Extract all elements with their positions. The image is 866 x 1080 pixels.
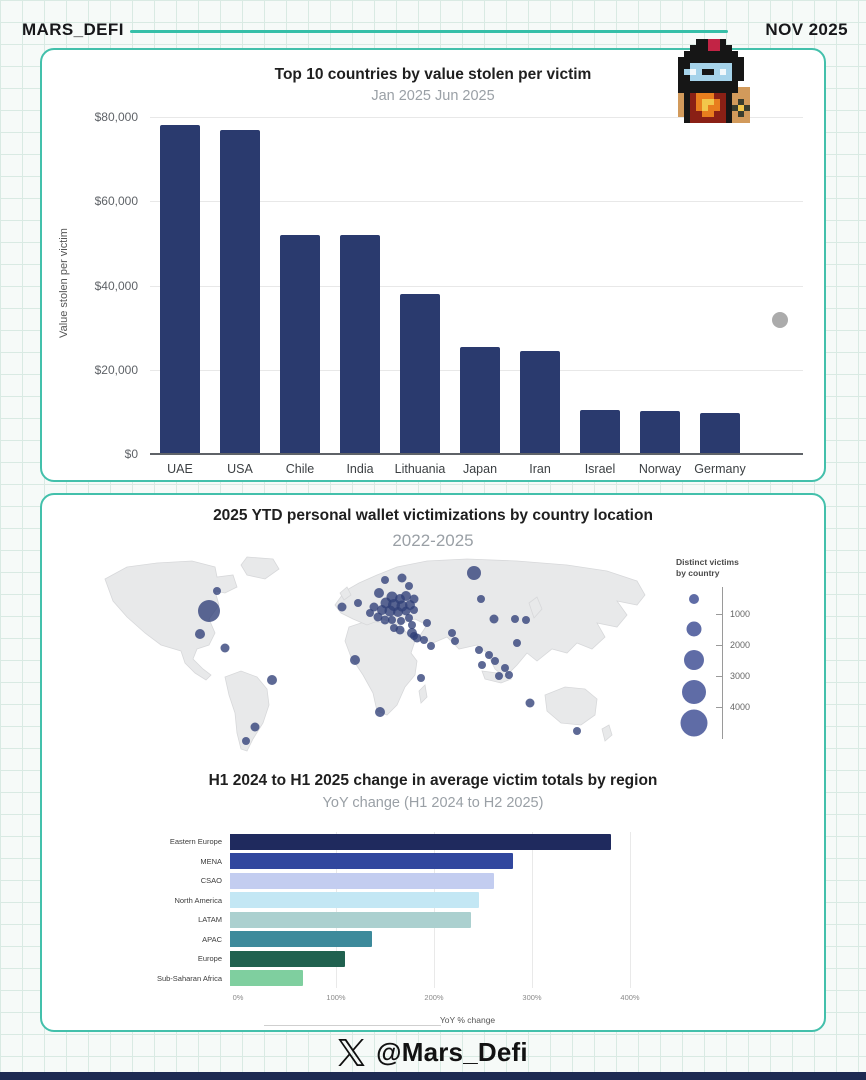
legend-title-line1: Distinct victims — [676, 557, 739, 567]
region-x-tick-label: 200% — [424, 993, 444, 1002]
y-tick-label: $60,000 — [94, 194, 138, 209]
region-label: MENA — [200, 856, 222, 866]
region-bar-track — [230, 873, 827, 889]
bar-chile — [280, 235, 320, 454]
bottom-accent-strip — [0, 1072, 866, 1080]
x-tick-label: Norway — [638, 462, 682, 476]
x-tick-label: India — [346, 462, 374, 476]
bar-lithuania — [400, 294, 440, 454]
y-tick-label: $0 — [124, 447, 138, 461]
region-row — [100, 832, 835, 852]
bar-chart-plot — [150, 117, 803, 476]
bar-iran — [520, 351, 560, 454]
region-x-axis-label: YoY % change — [439, 1015, 496, 1025]
legend-tick-label: 4000 — [730, 702, 751, 712]
legend-tick-label: 3000 — [730, 671, 751, 681]
world-map-continents — [105, 557, 645, 751]
bar-slot — [210, 117, 270, 476]
region-x-axis-label-wrap — [100, 1010, 835, 1028]
legend-bubble — [682, 680, 706, 704]
legend-bubble — [681, 710, 708, 737]
x-tick-label: Iran — [529, 462, 551, 476]
map-subtitle: 2022-2025 — [392, 531, 474, 550]
legend-bubble — [689, 594, 699, 604]
region-row — [100, 871, 835, 891]
legend-tick-label: 2000 — [730, 640, 751, 650]
bar-slot — [270, 117, 330, 476]
region-bar-track — [230, 892, 827, 908]
region-x-tick-label: 0% — [232, 993, 244, 1002]
region-bar-latam — [230, 912, 471, 928]
footer — [0, 1033, 866, 1071]
x-tick-label: Israel — [584, 462, 616, 476]
bar-japan — [460, 347, 500, 454]
y-axis-ticks — [82, 110, 144, 461]
x-tick-label: Japan — [462, 462, 498, 476]
brand-name: MARS_DEFI — [22, 20, 124, 39]
header-date: NOV 2025 — [765, 20, 848, 39]
bar-germany — [700, 413, 740, 454]
bar-slot — [570, 117, 630, 476]
footer-handle: @Mars_Defi — [376, 1036, 528, 1067]
bar-slot — [630, 117, 690, 476]
y-tick-label: $80,000 — [94, 110, 138, 124]
region-bar-apac — [230, 931, 372, 947]
region-chart-subtitle: YoY change (H1 2024 to H2 2025) — [322, 795, 544, 811]
region-row — [100, 852, 835, 872]
region-row — [100, 910, 835, 930]
region-x-tick-label: 300% — [522, 993, 542, 1002]
legend-bubble — [687, 622, 702, 637]
gray-marker-dot — [772, 312, 788, 328]
region-label: Sub-Saharan Africa — [156, 973, 222, 983]
region-label: Europe — [197, 954, 222, 964]
legend-tick — [716, 645, 722, 646]
x-logo-icon — [338, 1039, 365, 1066]
region-bar-track — [230, 951, 827, 967]
legend-size-scale — [670, 585, 820, 745]
region-label: APAC — [202, 934, 222, 944]
region-x-tick-label: 400% — [620, 993, 640, 1002]
bar-india — [340, 235, 380, 454]
bar-uae — [160, 125, 200, 454]
bar-slot — [390, 117, 450, 476]
bar-chart-subtitle: Jan 2025 Jun 2025 — [371, 88, 495, 104]
legend-bubble — [684, 650, 704, 670]
bar-chart-bars — [150, 117, 750, 476]
region-bar-track — [230, 912, 827, 928]
x-tick-label: Germany — [694, 462, 746, 476]
region-bar-track — [230, 931, 827, 947]
map-legend — [670, 557, 820, 757]
header-divider-line — [130, 30, 728, 33]
y-tick-label: $20,000 — [94, 362, 138, 377]
bar-israel — [580, 410, 620, 454]
region-label: North America — [174, 895, 222, 905]
world-bubble-map — [97, 553, 677, 763]
region-bar-europe — [230, 951, 345, 967]
bar-norway — [640, 411, 680, 454]
bar-slot — [150, 117, 210, 476]
region-bar-csao — [230, 873, 494, 889]
region-bar-track — [230, 853, 827, 869]
region-label: CSAO — [200, 876, 222, 886]
bar-slot — [690, 117, 750, 476]
map-and-region-card — [40, 493, 826, 1032]
region-row — [100, 949, 835, 969]
region-x-tick-label: 100% — [326, 993, 346, 1002]
x-axis-line — [150, 453, 803, 455]
bar-slot — [330, 117, 390, 476]
bar-chart-title: Top 10 countries by value stolen per victim — [274, 66, 592, 83]
legend-tick — [716, 707, 722, 708]
bar-slot — [510, 117, 570, 476]
x-tick-label: USA — [227, 462, 253, 476]
region-bar-track — [230, 834, 827, 850]
region-row — [100, 930, 835, 950]
region-x-axis-ticks — [100, 993, 835, 1005]
region-bar-track — [230, 970, 827, 986]
bar-slot — [450, 117, 510, 476]
region-bar-sub-saharan-africa — [230, 970, 303, 986]
x-tick-label: Lithuania — [394, 462, 446, 476]
x-tick-label: Chile — [285, 462, 315, 476]
legend-axis-line — [722, 587, 723, 739]
region-label: LATAM — [198, 915, 222, 925]
y-axis-label: Value stolen per victim — [58, 228, 70, 338]
region-row — [100, 891, 835, 911]
legend-tick — [716, 676, 722, 677]
region-label: Eastern Europe — [169, 837, 222, 847]
region-chart-title: H1 2024 to H1 2025 change in average victim totals by region — [208, 772, 658, 789]
region-row — [100, 969, 835, 989]
region-bar-north-america — [230, 892, 479, 908]
map-title: 2025 YTD personal wallet victimizations by country location — [213, 507, 653, 524]
pixel-astronaut-mascot-icon — [672, 39, 756, 123]
x-tick-label: UAE — [167, 462, 193, 476]
y-tick-label: $40,000 — [94, 278, 138, 293]
bar-usa — [220, 130, 260, 454]
region-bar-chart — [100, 832, 835, 988]
legend-title-line2: by country — [676, 568, 720, 578]
region-bar-eastern-europe — [230, 834, 611, 850]
x-axis-underline — [264, 1025, 441, 1026]
region-bar-mena — [230, 853, 513, 869]
legend-tick — [716, 614, 722, 615]
legend-tick-label: 1000 — [730, 609, 751, 619]
